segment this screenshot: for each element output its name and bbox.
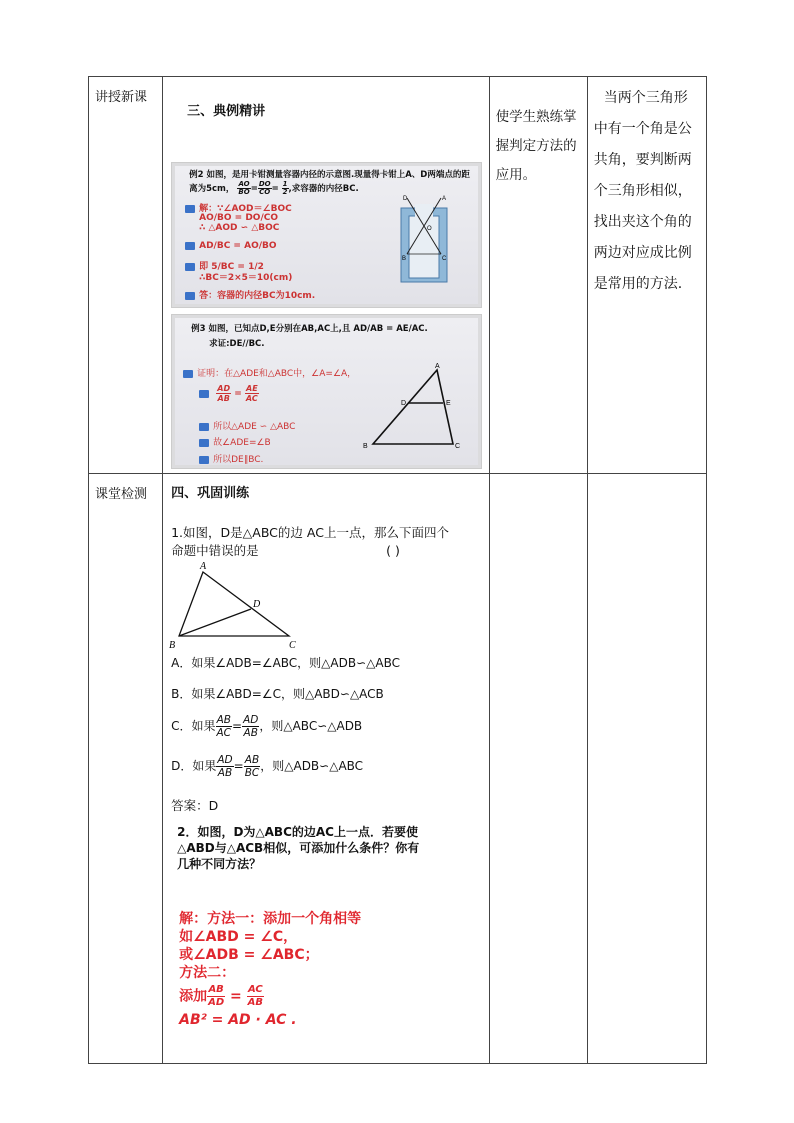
- fig2-label-o: O: [427, 226, 432, 232]
- notes-line: 个三角形相似，: [593, 183, 692, 199]
- q2-solution: 解：方法一：添加一个角相等 如∠ABD = ∠C， 或∠ADB = ∠ABC； 方法二： 添加 $\frac{AB}{AD}$ = $\frac{AC}{AB}$ AB² = AD · AC .: [179, 911, 362, 1028]
- row2-label-cell: [89, 474, 163, 1064]
- fig3-label-b: B: [363, 443, 368, 450]
- fig2-label-d: D: [403, 196, 408, 202]
- example2-step4a: 即 5/BC = 1/2: [185, 259, 264, 272]
- example3-photo: [171, 314, 482, 469]
- triangle-ade-abc-figure: [349, 362, 469, 452]
- row1-purpose-cell: [489, 77, 587, 474]
- fig2-label-c: C: [442, 256, 447, 262]
- fig2-label-b: B: [402, 256, 407, 262]
- teaching-purpose: 使学生熟练掌握判定方法的应用。: [495, 109, 577, 183]
- example2-step1: 解：∵∠AOD＝∠BOC: [185, 201, 292, 214]
- q1-label-c: C: [289, 640, 296, 650]
- q1-option-a: A．如果∠ADB=∠ABC，则△ADB∽△ABC: [171, 656, 400, 670]
- notes-line: 中有一个角是公: [593, 121, 692, 137]
- section-title-examples: 三、典例精讲: [187, 104, 266, 119]
- example3-proof5: 所以DE∥BC.: [199, 452, 263, 465]
- row2-content-cell: [163, 474, 490, 1064]
- q1-option-d: D．如果 $\frac{AD}{AB}$ = $\frac{AB}{BC}$ ，则△ADB∽△ABC: [171, 754, 364, 779]
- notes-line: 找出夹这个角的: [593, 214, 692, 230]
- row1-label: 讲授新课: [95, 90, 148, 105]
- fig3-label-d: D: [401, 400, 407, 407]
- q1-option-b: B．如果∠ABD=∠C，则△ABD∽△ACB: [171, 687, 384, 701]
- q2-stem: 2．如图，D为△ABC的边AC上一点．若要使 △ABD与△ACB相似，可添加什么条件？你有 几种不同方法？: [177, 825, 420, 871]
- example2-step4b: ∴BC＝2×5＝10(cm): [199, 273, 293, 283]
- caliper-container-figure: [393, 194, 459, 284]
- q1-label-b: B: [169, 640, 176, 650]
- fig3-label-e: E: [446, 400, 451, 407]
- triangle-abc: [179, 572, 289, 636]
- example2-step2a: AO/BO = DO/CO: [199, 213, 278, 223]
- segment-bd: [179, 609, 251, 636]
- row-class-check: [89, 474, 707, 1064]
- fig2-label-a: A: [442, 196, 447, 202]
- row2-notes-cell: [587, 474, 706, 1064]
- notes-line: 两边对应成比例: [593, 245, 692, 261]
- example3-proof1: 证明：在△ADE和△ABC中，∠A=∠A，: [183, 366, 356, 379]
- q1-option-c: C．如果 $\frac{AB}{AC}$ = $\frac{AD}{AB}$ ，则△ABC∽△ADB: [171, 714, 363, 739]
- fig3-label-a: A: [435, 363, 440, 370]
- q1-label-d: D: [253, 599, 261, 610]
- example3-proof4: 故∠ADE=∠B: [199, 435, 271, 448]
- answer-paren: ( ): [386, 543, 400, 558]
- row2-label: 课堂检测: [95, 487, 148, 502]
- example3-proof2: $\frac{AD}{AB}$ = $\frac{AE}{AC}$: [199, 384, 259, 403]
- notes-line: 是常用的方法.: [593, 276, 683, 292]
- example2-photo: [171, 162, 482, 308]
- q1-answer: 答案：D: [171, 798, 219, 813]
- example2-answer: 答：容器的内径BC为10cm.: [185, 288, 315, 301]
- q1-triangle-figure: [167, 560, 297, 650]
- lesson-table: [88, 76, 707, 1064]
- notes-line: 共角，要判断两: [593, 152, 692, 168]
- example2-step3: AD/BC = AO/BO: [185, 241, 276, 251]
- example3-proof3: 所以△ADE ∽ △ABC: [199, 419, 295, 432]
- row-new-lesson: [89, 77, 707, 474]
- row1-label-cell: [89, 77, 163, 474]
- q1-label-a: A: [200, 561, 207, 572]
- example2-title: 例2 如图，是用卡钳测量容器内径的示意图.现量得卡钳上A、D两端点的距 离为5cm， $\frac{AO}{BO}$ = $\frac{DO}{CO}$ = $\frac{1}{2}$ ,求容器的内径BC.: [189, 170, 470, 196]
- row1-notes-cell: [587, 77, 706, 474]
- example3-title: 例3 如图，已知点D,E分别在AB,AC上,且 AD/AB = AE/AC.: [191, 324, 428, 334]
- row1-content-cell: [163, 77, 490, 474]
- fig3-label-c: C: [455, 443, 461, 450]
- example2-step2b: ∴ △AOD ∽ △BOC: [199, 223, 280, 233]
- row2-purpose-cell: [489, 474, 587, 1064]
- q1-stem: 1.如图，D是△ABC的边 AC上一点，那么下面四个 命题中错误的是 ( ): [171, 525, 449, 558]
- teaching-notes: [588, 77, 706, 300]
- example3-goal: 求证:DE//BC.: [209, 339, 265, 349]
- section-title-practice: 四、巩固训练: [171, 486, 250, 501]
- triangle-abc: [373, 370, 453, 444]
- notes-line: 当两个三角形: [603, 90, 688, 106]
